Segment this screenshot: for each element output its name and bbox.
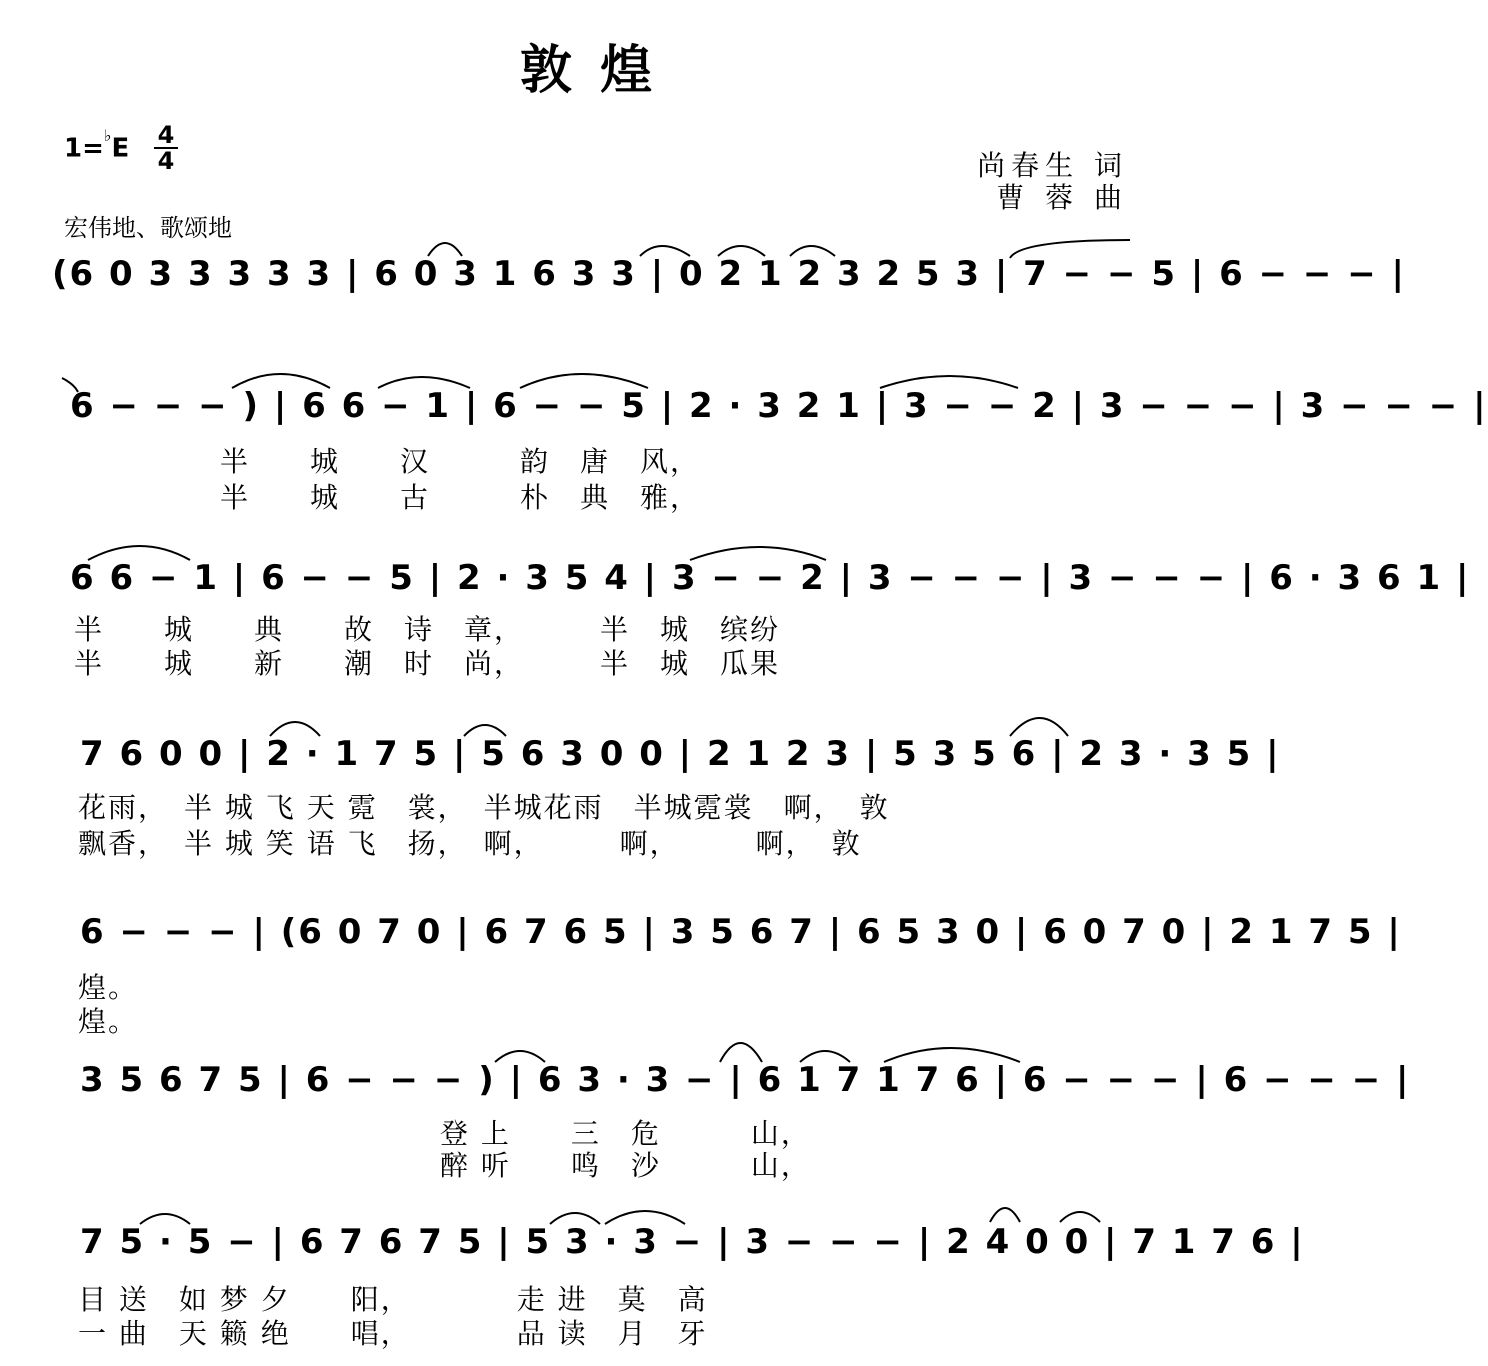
composer-credit: 曹 蓉 曲 — [996, 181, 1128, 214]
tempo-marking: 宏伟地、歌颂地 — [64, 214, 232, 242]
slur — [880, 376, 1018, 388]
slur — [990, 1208, 1020, 1222]
key-one: 1 — [64, 133, 83, 164]
time-top: 4 — [157, 121, 175, 149]
slur — [884, 1048, 1020, 1062]
key-equals: = — [82, 133, 104, 164]
lyrics-row-5-verse-1: 煌。 — [78, 971, 139, 1004]
lyrics-row-4-verse-1: 花雨， 半 城 飞 天 霓 裳， 半城花雨 半城霓裳 啊， 敦 — [78, 791, 890, 824]
slur — [690, 547, 826, 560]
slur — [720, 1043, 762, 1062]
lyrics-row-7-verse-1: 目 送 如 梦 夕 阳， 走 进 莫 高 — [78, 1283, 708, 1316]
key-note: E — [111, 133, 130, 164]
slur — [640, 246, 690, 256]
notation-row-3: 6 6 − 1 | 6 − − 5 | 2 · 3 5 4 | 3 − − 2 | 3 − − − | 3 − − − | 6 · 3 6 1 | — [70, 558, 1471, 598]
slur — [520, 374, 648, 388]
slur — [1010, 240, 1130, 258]
slur — [232, 374, 330, 388]
lyrics-row-5-verse-2: 煌。 — [78, 1005, 139, 1038]
slur — [605, 1211, 685, 1224]
slur — [550, 1213, 600, 1224]
notation-row-5: 6 − − − | (6 0 7 0 | 6 7 6 5 | 3 5 6 7 | 6 5 3 0 | 6 0 7 0 | 2 1 7 5 | — [80, 912, 1402, 952]
notation-row-7: 7 5 · 5 − | 6 7 6 7 5 | 5 3 · 3 − | 3 − − − | 2 4 0 0 | 7 1 7 6 | — [80, 1222, 1305, 1262]
lyrics-row-2-verse-1: 半 城 汉 韵 唐 风， — [220, 445, 701, 478]
slur — [62, 378, 78, 392]
lyrics-row-6-verse-1: 登 上 三 危 山， — [440, 1117, 811, 1150]
lyrics-row-7-verse-2: 一 曲 天 籁 绝 唱， 品 读 月 牙 — [78, 1317, 708, 1350]
lyrics-row-6-verse-2: 醉 听 鸣 沙 山， — [440, 1149, 811, 1182]
lyrics-row-2-verse-2: 半 城 古 朴 典 雅， — [220, 481, 701, 514]
slur — [790, 246, 835, 256]
slur — [1010, 718, 1068, 736]
lyrics-row-4-verse-2: 飘香， 半 城 笑 语 飞 扬， 啊， 啊， 啊， 敦 — [78, 827, 862, 860]
slur — [1060, 1212, 1100, 1222]
slur — [718, 246, 765, 256]
time-bottom: 4 — [157, 147, 175, 175]
notation-row-2: 6 − − − ) | 6 6 − 1 | 6 − − 5 | 2 · 3 2 1 | 3 − − 2 | 3 − − − | 3 − − − | — [70, 386, 1488, 426]
slur — [270, 722, 320, 736]
slur — [800, 1051, 850, 1062]
slur — [464, 725, 506, 736]
slur — [495, 1051, 545, 1062]
song-title: 敦煌 — [519, 40, 680, 101]
slur — [428, 243, 462, 256]
notation-row-6: 3 5 6 7 5 | 6 − − − ) | 6 3 · 3 − | 6 1 7 1 7 6 | 6 − − − | 6 − − − | — [80, 1060, 1411, 1100]
lyricist-credit: 尚春生 词 — [977, 149, 1128, 182]
slur — [88, 546, 190, 560]
lyrics-row-3-verse-2: 半 城 新 潮 时 尚， 半 城 瓜果 — [74, 647, 781, 680]
flat-icon: ♭ — [103, 126, 112, 145]
slur — [378, 377, 470, 388]
notation-row-1: (6 0 3 3 3 3 3 | 6 0 3 1 6 3 3 | 0 2 1 2 3 2 5 3 | 7 − − 5 | 6 − − − | — [52, 254, 1406, 294]
notation-row-4: 7 6 0 0 | 2 · 1 7 5 | 5 6 3 0 0 | 2 1 2 3 | 5 3 5 6 | 2 3 · 3 5 | — [80, 734, 1281, 774]
slur — [140, 1214, 190, 1224]
lyrics-row-3-verse-1: 半 城 典 故 诗 章， 半 城 缤纷 — [74, 613, 781, 646]
